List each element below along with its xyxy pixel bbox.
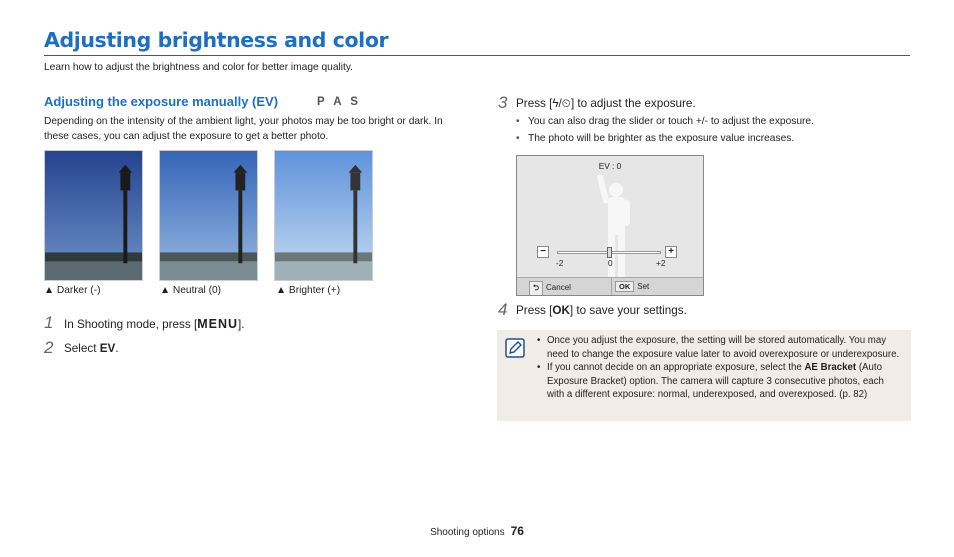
step-4-post: ] to save your settings. [569,304,687,317]
note-item [537,361,903,402]
note-item: • Once you adjust the exposure, the setting will be stored automatically. You may need to change the exposure value later to avoid overexposure or underexposure. [537,334,903,361]
lamppost-photo-brighter [275,151,372,280]
menu-key: MENU [197,317,238,331]
photo-neutral [159,150,258,281]
step-3-pre: Press [ [516,97,553,110]
page-footer [0,524,954,538]
step-4-pre: Press [ [516,304,553,317]
camera-lcd-screen [516,155,704,296]
step-2-post: . [115,342,119,355]
lamppost-photo-darker [45,151,142,280]
step-3-bullet: • The photo will be brighter as the exposure value increases. [516,130,814,147]
step-3-text [516,97,696,111]
ev-slider-thumb[interactable] [607,247,612,258]
section-description: Depending on the intensity of the ambient light, your photos may be too bright or dark. In these cases, you can adjust the exposure to get a better photo. [44,116,443,142]
note-list [537,334,903,402]
step-2-pre: Select [64,342,100,355]
step-2-text [64,342,119,355]
ok-key: OK [552,304,570,317]
step-1-pre: In Shooting mode, press [ [64,318,198,331]
note-pencil-icon [505,338,525,358]
ae-bracket-label: AE Bracket [804,362,857,373]
step-3-post: ] to adjust the exposure. [570,97,696,110]
step-1-text [64,317,245,331]
caption-brighter: ▲ Brighter (+) [276,285,341,296]
step-4-number: 4 [498,300,508,319]
step-3-number: 3 [498,93,508,112]
ev-tick-zero: 0 [608,258,613,268]
photo-brighter [274,150,373,281]
page-number: 76 [510,524,524,538]
page-title: Adjusting brightness and color [44,28,389,52]
ev-tick-min: -2 [556,258,564,268]
lamppost-photo-neutral [160,151,257,280]
note-item-2-pre: If you cannot decide on an appropriate exposure, select the [547,362,805,373]
ev-plus-button[interactable]: + [665,246,677,258]
ev-minus-button[interactable]: − [537,246,549,258]
flash-timer-key: ϟ/⏲ [552,97,571,110]
caption-darker: ▲ Darker (-) [44,285,101,296]
back-icon: ⮌ [529,281,543,296]
ev-readout: EV : 0 [598,161,622,171]
ok-key: OK [615,281,634,292]
title-divider [44,55,910,56]
note-box [497,330,911,421]
note-item-2-post: (Auto Exposure Bracket) option. The camera will capture 3 consecutive photos, each with a different exposure: normal, underexposed, and overexposed. (p. 82) [547,362,884,400]
ev-tick-max: +2 [656,258,666,268]
set-button[interactable] [615,281,649,292]
cancel-label: Cancel [546,283,571,292]
step-3-bullet: • You can also drag the slider or touch +/- to adjust the exposure. [516,113,814,130]
ev-key: EV [99,342,116,355]
lcd-button-bar [517,277,703,295]
step-1-post: ]. [238,318,245,331]
shooting-modes: P A S [317,96,361,108]
step-3-bullets [516,113,814,147]
step-1-number: 1 [44,313,54,332]
page-intro: Learn how to adjust the brightness and color for better image quality. [44,62,354,73]
photo-darker [44,150,143,281]
set-label: Set [637,282,650,291]
caption-neutral: ▲ Neutral (0) [160,285,222,296]
cancel-button[interactable] [529,281,571,296]
footer-section-label: Shooting options [430,527,505,538]
step-2-number: 2 [44,338,54,357]
lcd-bar-divider [611,278,612,296]
section-heading: Adjusting the exposure manually (EV) [44,94,279,109]
step-4-text [516,304,687,317]
